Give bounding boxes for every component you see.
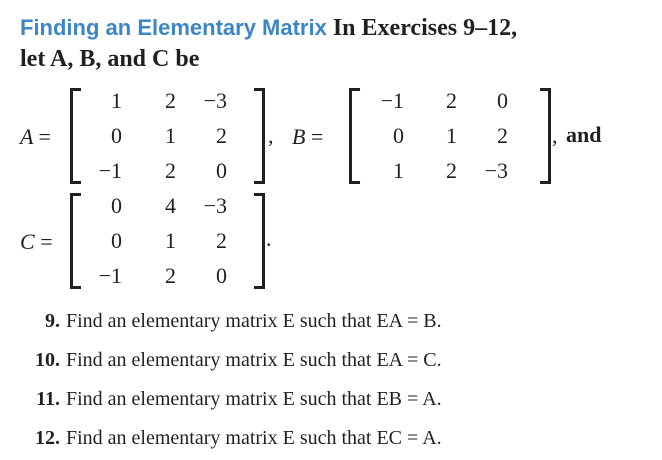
matrix-c-cell: 2 (216, 228, 227, 253)
matrix-a-cell: −1 (98, 158, 122, 183)
exercise-header (20, 12, 650, 75)
matrix-c-cell: 0 (216, 263, 227, 288)
matrix-c-cell: −3 (203, 193, 227, 218)
matrix-c-cell: 0 (111, 228, 122, 253)
matrix-c-cell: 4 (165, 193, 176, 218)
exercise-list (20, 302, 650, 458)
exercise-number: 9. (45, 310, 60, 332)
exercise-text: Find an elementary matrix E such that EA = C. (66, 349, 442, 371)
matrix-c (80, 193, 230, 289)
matrix-c-cell: 1 (165, 228, 176, 253)
exercise-text: Find an elementary matrix E such that EA = B. (66, 310, 442, 332)
matrix-a-cell: −3 (203, 88, 227, 113)
matrix-b-left-bracket (349, 88, 360, 184)
matrix-c-cell: 0 (111, 193, 122, 218)
matrix-a-cell: 2 (165, 158, 176, 183)
matrix-b-cell: 2 (446, 88, 457, 113)
exercise-number: 11. (36, 388, 60, 410)
matrix-b-cell: −3 (484, 158, 508, 183)
exercise-item (20, 380, 650, 419)
intro-text: let A, B, and C be (20, 46, 200, 72)
matrix-c-cell: 2 (165, 263, 176, 288)
matrix-a-cell: 0 (111, 123, 122, 148)
matrix-b-cell: 0 (497, 88, 508, 113)
and-word: and (566, 122, 602, 147)
matrix-b-right-bracket (540, 88, 551, 184)
exercise-number: 12. (35, 427, 60, 449)
exercise-item (20, 341, 650, 380)
matrix-b-label: B = (292, 124, 324, 149)
exercise-text: Find an elementary matrix E such that EC = A. (66, 427, 442, 449)
section-title: Finding an Elementary Matrix (20, 15, 327, 40)
matrix-c-right-bracket (254, 193, 265, 289)
matrix-a-cell: 0 (216, 158, 227, 183)
matrix-a-cell: 2 (216, 123, 227, 148)
exercise-number: 10. (35, 349, 60, 371)
matrix-b-cell: 0 (393, 123, 404, 148)
matrix-b-cell: 2 (446, 158, 457, 183)
exercise-item (20, 302, 650, 341)
matrix-a-cell: 2 (165, 88, 176, 113)
matrix-c-label: C = (20, 229, 53, 254)
matrix-b-cell: 2 (497, 123, 508, 148)
matrix-a-label: A = (20, 124, 51, 149)
matrix-b-cell: 1 (446, 123, 457, 148)
matrix-a-right-bracket (254, 88, 265, 184)
exercises-label: In Exercises 9–12, (332, 15, 518, 41)
matrix-a (80, 88, 230, 184)
matrix-c-cell: −1 (98, 263, 122, 288)
exercise-text: Find an elementary matrix E such that EB = A. (66, 388, 442, 410)
matrix-b-cell: 1 (393, 158, 404, 183)
matrix-b (360, 88, 510, 184)
matrix-b-cell: −1 (380, 88, 404, 113)
comma-2: , (552, 123, 558, 148)
matrix-a-cell: 1 (165, 123, 176, 148)
comma: , (268, 123, 274, 148)
matrix-a-cell: 1 (111, 88, 122, 113)
period: . (266, 226, 272, 251)
exercise-item (20, 419, 650, 458)
